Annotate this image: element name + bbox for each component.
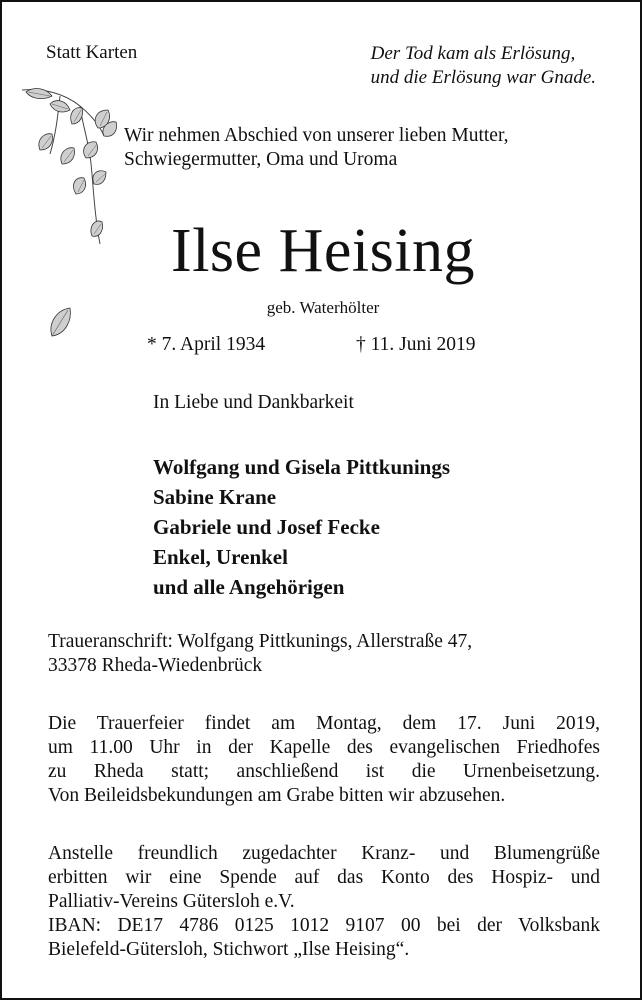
donation-line: IBAN: DE17 4786 0125 1012 9107 00 bei der Volksbank [48, 915, 600, 936]
intro-line: Wir nehmen Abschied von unserer lieben Mutter, [124, 125, 509, 146]
funeral-service-info [48, 712, 600, 808]
mourner-name: Sabine Krane [153, 485, 277, 509]
epigraph-quote [371, 42, 596, 90]
intro-text [124, 124, 509, 172]
service-line: zu Rheda statt; anschließend ist die Urnenbeisetzung. [48, 761, 600, 782]
address-line: Traueranschrift: Wolfgang Pittkunings, Allerstraße 47, [48, 631, 473, 652]
service-line: um 11.00 Uhr in der Kapelle des evangelischen Friedhofes [48, 737, 600, 758]
quote-line: und die Erlösung war Gnade. [370, 67, 596, 88]
statt-karten-note: Statt Karten [46, 42, 138, 63]
service-line: Von Beileidsbekundungen am Grabe bitten wir abzusehen. [48, 785, 506, 806]
donation-line: Palliativ-Vereins Gütersloh e.V. [48, 891, 295, 912]
mourning-address [48, 630, 600, 678]
birth-name: geb. Waterhölter [266, 298, 380, 317]
donation-request [48, 842, 600, 962]
mourner-name: Wolfgang und Gisela Pittkunings [153, 455, 451, 479]
mourner-name: und alle Angehörigen [153, 575, 345, 599]
mourner-name: Gabriele und Josef Fecke [153, 515, 380, 539]
quote-line: Der Tod kam als Erlösung, [370, 43, 576, 64]
mourner-name: Enkel, Urenkel [153, 545, 288, 569]
birth-date: * 7. April 1934 [147, 334, 266, 355]
mourners-list [153, 452, 450, 602]
address-line: 33378 Rheda-Wiedenbrück [48, 655, 263, 676]
dedication-line: In Liebe und Dankbarkeit [153, 392, 354, 413]
intro-line: Schwiegermutter, Oma und Uroma [124, 149, 398, 170]
deceased-name: Ilse Heising [171, 217, 475, 285]
donation-line: Bielefeld-Gütersloh, Stichwort „Ilse Heising“. [48, 939, 410, 960]
service-line: Die Trauerfeier findet am Montag, dem 17. Juni 2019, [48, 713, 600, 734]
donation-line: Anstelle freundlich zugedachter Kranz- und Blumengrüße [48, 843, 600, 864]
donation-line: erbitten wir eine Spende auf das Konto des Hospiz- und [48, 867, 600, 888]
death-date: † 11. Juni 2019 [356, 334, 476, 355]
